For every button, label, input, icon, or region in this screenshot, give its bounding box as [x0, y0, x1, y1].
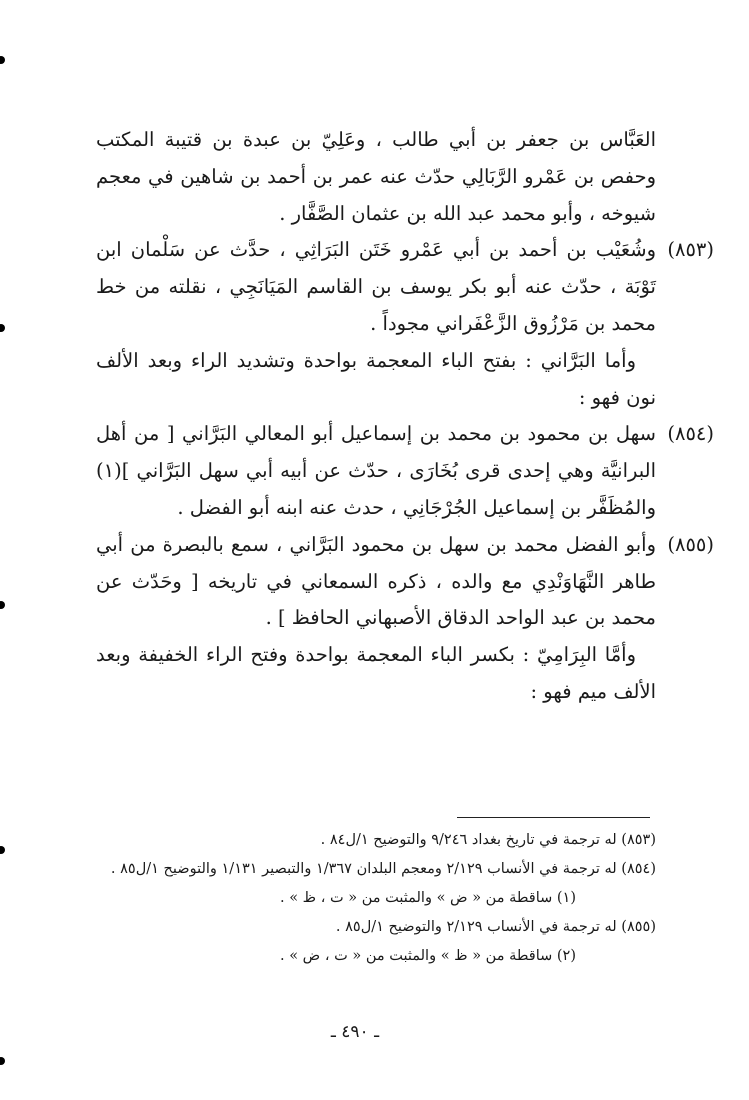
entry-number: (٨٥٤): [667, 422, 714, 446]
sub-footnote: (٢) ساقطة من « ظ » والمثبت من « ت ، ض » .: [279, 948, 576, 964]
page-number: ـ ٤٩٠ ـ: [330, 1022, 380, 1042]
entry-number: (٨٥٥): [667, 532, 714, 556]
scan-mark: [0, 846, 5, 854]
entry-number: (٨٥٣): [667, 238, 714, 262]
footnote: (٨٥٥) له ترجمة في الأنساب ٢/١٢٩ والتوضيح ١/ل٨٥ .: [335, 919, 656, 935]
scan-mark: [0, 1057, 5, 1065]
biography-entry: [96, 232, 714, 342]
entry-text: وأبو الفضل محمد بن سهل بن محمود البَرَّاني ، سمع بالبصرة من أبي طاهر النَّهَاوَنْدِي مع والده ، ذكره السمعاني في تاريخه [ وحَدّث عن محمد بن عبد الواحد الدقاق الأصبهاني الحافظ ] .: [96, 532, 656, 630]
scan-mark: [0, 324, 5, 332]
entry-text: سهل بن محمود بن محمد بن إسماعيل أبو المعالي البَرَّاني [ من أهل البرانيَّة وهي إحدى قرى بُخَارَى ، حدّث عن أبيه أبي سهل البَرَّاني ](١) والمُظَفَّر بن إسماعيل الجُرْجَانِي ، حدث عنه ابنه أبو الفضل .: [96, 422, 656, 519]
main-text-body: [96, 122, 714, 711]
biography-entry: [96, 527, 714, 637]
entry-text: وشُعَيْب بن أحمد بن أبي عَمْرو خَتَن البَرَاثِي ، حدَّث عن سَلْمان ابن تَوْبَة ، حدّث عنه أبو بكر يوسف بن القاسم المَيَانَجِي ، نقلته من خط محمد بن مَرْزُوق الزَّعْفَراني مجوداً .: [96, 238, 656, 335]
paragraph: وأما البَرَّاني : بفتح الباء المعجمة بواحدة وتشديد الراء وبعد الألف نون فهو :: [96, 348, 656, 409]
footnote: (٨٥٤) له ترجمة في الأنساب ٢/١٢٩ ومعجم البلدان ١/٣٦٧ والتبصير ١/١٣١ والتوضيح ١/ل٨٥ .: [110, 861, 656, 877]
paragraph: وأمَّا البِرَامِيّ : بكسر الباء المعجمة بواحدة وفتح الراء الخفيفة وبعد الألف ميم فهو :: [96, 643, 656, 703]
footnotes-section: [48, 826, 656, 971]
biography-entry: [96, 416, 714, 526]
paragraph: العَبَّاس بن جعفر بن أبي طالب ، وعَلِيّ بن عبدة بن قتيبة المكتب وحفص بن عَمْرو الرَّبَالِي حدّث عنه عمر بن أحمد بن شاهين في معجم شيوخه ، وأبو محمد عبد الله بن عثمان الصَّفَّار .: [96, 128, 656, 225]
footnote: (٨٥٣) له ترجمة في تاريخ بغداد ٩/٢٤٦ والتوضيح ١/ل٨٤ .: [320, 832, 656, 848]
scan-mark: [0, 56, 5, 64]
sub-footnote: (١) ساقطة من « ض » والمثبت من « ت ، ظ » .: [279, 890, 576, 906]
footnote-separator: [457, 817, 650, 818]
scan-mark: [0, 601, 5, 609]
